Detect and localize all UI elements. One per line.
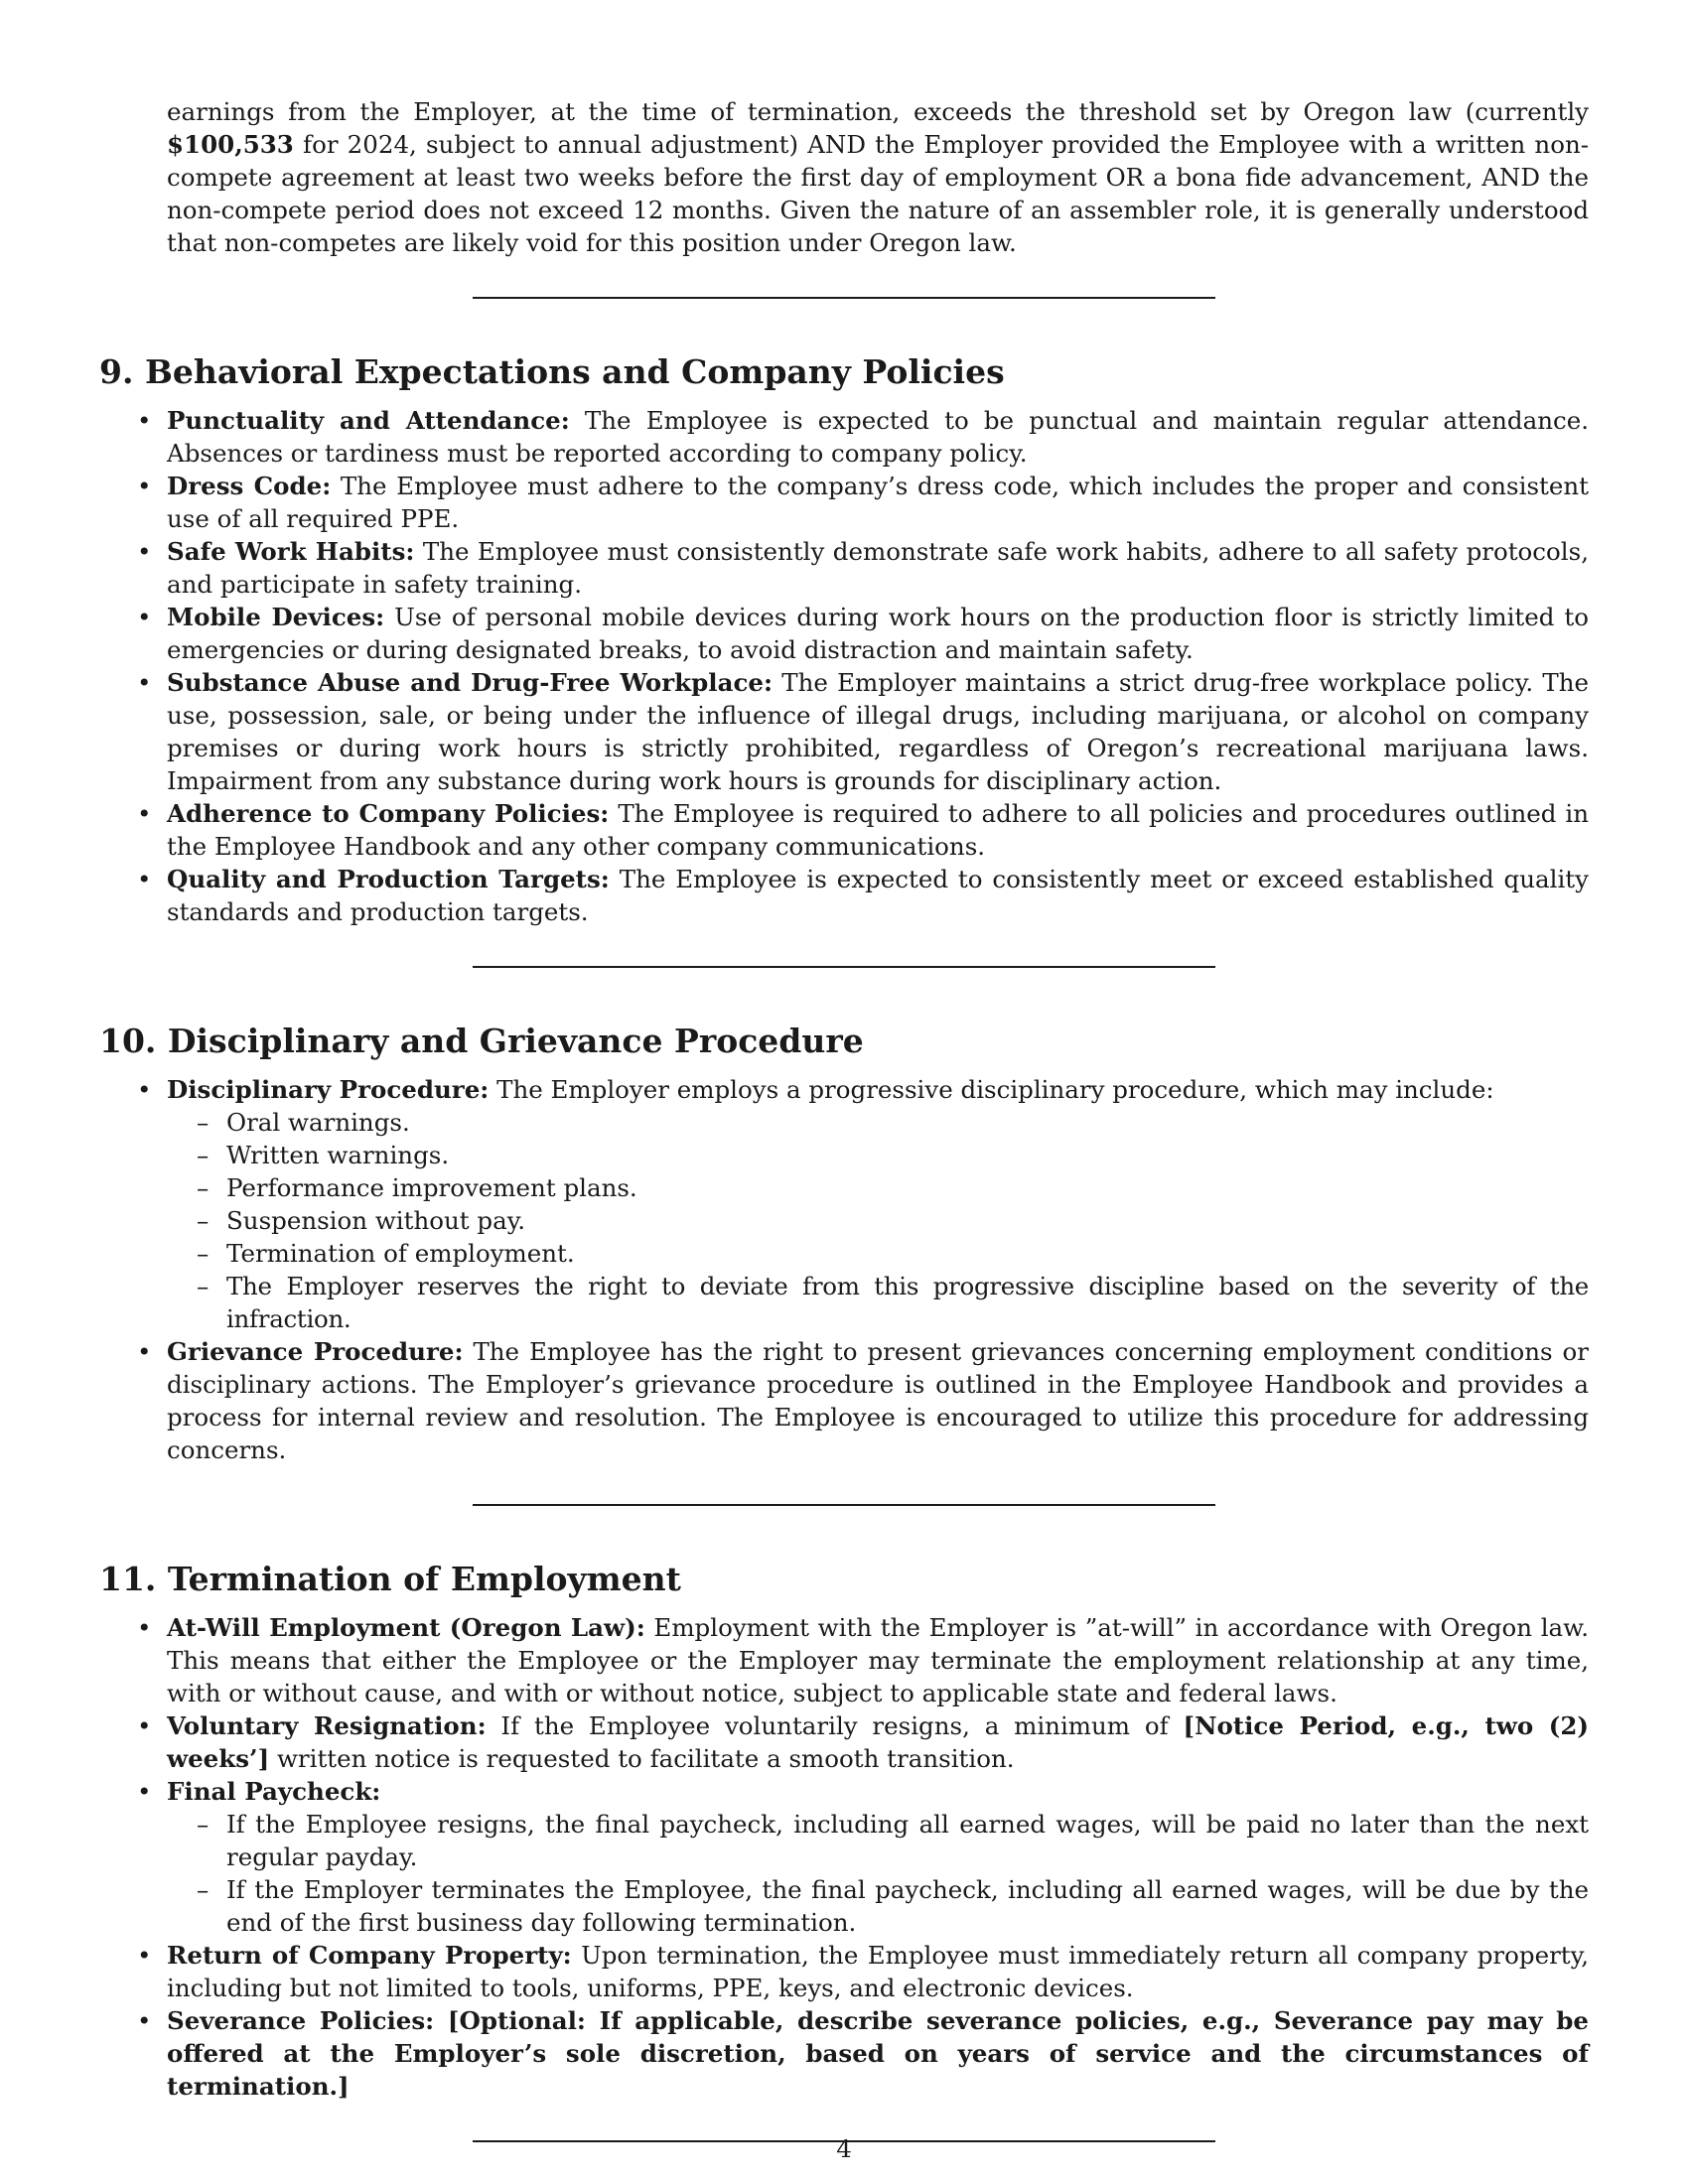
item-label: Mobile Devices: bbox=[167, 603, 385, 631]
item-text: The Employee must adhere to the company’s dress code, which includes the proper and consistent use of all required PPE. bbox=[167, 472, 1589, 533]
list-item bbox=[167, 1073, 1589, 1335]
section-divider bbox=[473, 966, 1215, 968]
item-text: The Employee is expected to consistently meet or exceed established quality standards and production targets. bbox=[167, 865, 1589, 926]
item-label: Final Paycheck: bbox=[167, 1777, 381, 1806]
section-9-list bbox=[99, 404, 1589, 928]
item-text: The Employee must consistently demonstrate safe work habits, adhere to all safety protocols, and participate in safety training. bbox=[167, 537, 1589, 599]
item-label: Punctuality and Attendance: bbox=[167, 406, 570, 435]
section-divider bbox=[473, 1504, 1215, 1506]
intro-text-after: for 2024, subject to annual adjustment) AND the Employer provided the Employee with a written non-compete agreement at least two weeks before the first day of employment OR a bona fide advancement, AND the non-compete period does not exceed 12 months. Given the nature of an assembler role, it is generally understood that non-competes are likely void for this position under Oregon law. bbox=[167, 130, 1589, 257]
list-item bbox=[167, 1709, 1589, 1775]
sub-list-item: – The Employer reserves the right to deviate from this progressive discipline based on the severity of the infraction. bbox=[226, 1270, 1589, 1335]
item-text: Employment with the Employer is ”at-will” in accordance with Oregon law. This means that either the Employee or the Employer may terminate the employment relationship at any time, with or without cause, and with or without notice, subject to applicable state and federal laws. bbox=[167, 1613, 1589, 1707]
intro-text-before: earnings from the Employer, at the time of termination, exceeds the threshold set by Oregon law (currently bbox=[167, 97, 1589, 126]
section-11-list bbox=[99, 1611, 1589, 2103]
sub-list-item: – If the Employer terminates the Employee, the final paycheck, including all earned wages, will be due by the end of the first business day following termination. bbox=[226, 1873, 1589, 1939]
notice-period-placeholder: [Notice Period, e.g., two (2) weeks’] bbox=[167, 1711, 1590, 1773]
severance-placeholder: [Optional: If applicable, describe severance policies, e.g., Severance pay may be offered at the Employer’s sole discretion, based on years of service and the circumstances of termination.] bbox=[167, 2006, 1589, 2101]
sub-list-item: – Performance improvement plans. bbox=[226, 1171, 1589, 1204]
item-text: The Employer employs a progressive disciplinary procedure, which may include: bbox=[489, 1075, 1494, 1104]
document-page bbox=[99, 95, 1589, 2142]
item-label: Return of Company Property: bbox=[167, 1941, 572, 1970]
list-item bbox=[167, 1335, 1589, 1466]
item-text: If the Employee voluntarily resigns, a minimum of bbox=[486, 1711, 1184, 1740]
section-10-list bbox=[99, 1073, 1589, 1466]
list-item bbox=[167, 470, 1589, 535]
list-item bbox=[167, 797, 1589, 863]
item-text: The Employee is expected to be punctual and maintain regular attendance. Absences or tardiness must be reported according to company policy. bbox=[167, 406, 1590, 468]
item-label: Dress Code: bbox=[167, 472, 332, 500]
item-label: Substance Abuse and Drug-Free Workplace: bbox=[167, 668, 774, 697]
item-label: Severance Policies: bbox=[167, 2006, 435, 2035]
section-10-title: 10. Disciplinary and Grievance Procedure bbox=[99, 1022, 864, 1060]
item-text: Use of personal mobile devices during work hours on the production floor is strictly limited to emergencies or during designated breaks, to avoid distraction and maintain safety. bbox=[167, 603, 1589, 664]
item-text: The Employee is required to adhere to all policies and procedures outlined in the Employee Handbook and any other company communications. bbox=[167, 799, 1589, 861]
item-text: The Employee has the right to present grievances concerning employment conditions or disciplinary actions. The Employer’s grievance procedure is outlined in the Employee Handbook and provides a process for internal review and resolution. The Employee is encouraged to utilize this procedure for addressing concerns. bbox=[167, 1337, 1589, 1464]
list-item bbox=[167, 666, 1589, 797]
page-number: 4 bbox=[836, 2134, 852, 2163]
section-11-title: 11. Termination of Employment bbox=[99, 1560, 681, 1598]
section-divider bbox=[473, 297, 1215, 299]
item-text: Upon termination, the Employee must immediately return all company property, including but not limited to tools, uniforms, PPE, keys, and electronic devices. bbox=[167, 1941, 1589, 2002]
item-text: The Employer maintains a strict drug-free workplace policy. The use, possession, sale, or being under the influence of illegal drugs, including marijuana, or alcohol on company premises or during work hours is strictly prohibited, regardless of Oregon’s recreational marijuana laws. Impairment from any substance during work hours is grounds for disciplinary action. bbox=[167, 668, 1589, 795]
sub-list-item: – Suspension without pay. bbox=[226, 1204, 1589, 1237]
sub-list-item: – Termination of employment. bbox=[226, 1237, 1589, 1270]
list-item bbox=[167, 601, 1589, 666]
item-label: Safe Work Habits: bbox=[167, 537, 415, 566]
final-paycheck-list bbox=[167, 1808, 1589, 1939]
section-9-title: 9. Behavioral Expectations and Company Policies bbox=[99, 352, 1005, 391]
item-label: Grievance Procedure: bbox=[167, 1337, 464, 1366]
item-label: Quality and Production Targets: bbox=[167, 865, 610, 893]
list-item bbox=[167, 1611, 1589, 1709]
list-item bbox=[167, 535, 1589, 601]
item-label: Disciplinary Procedure: bbox=[167, 1075, 490, 1104]
list-item bbox=[167, 404, 1589, 470]
item-text: written notice is requested to facilitate a smooth transition. bbox=[269, 1744, 1015, 1773]
intro-paragraph bbox=[167, 95, 1589, 259]
list-item bbox=[167, 2004, 1589, 2103]
disciplinary-steps-list bbox=[167, 1106, 1589, 1335]
sub-list-item: – Written warnings. bbox=[226, 1139, 1589, 1171]
list-item bbox=[167, 863, 1589, 928]
list-item bbox=[167, 1939, 1589, 2004]
list-item bbox=[167, 1775, 1589, 1939]
item-label: At-Will Employment (Oregon Law): bbox=[167, 1613, 645, 1642]
intro-amount: $100,533 bbox=[167, 130, 294, 159]
sub-list-item: – If the Employee resigns, the final paycheck, including all earned wages, will be paid no later than the next regular payday. bbox=[226, 1808, 1589, 1873]
item-label: Adherence to Company Policies: bbox=[167, 799, 610, 828]
item-label: Voluntary Resignation: bbox=[167, 1711, 487, 1740]
sub-list-item: – Oral warnings. bbox=[226, 1106, 1589, 1139]
